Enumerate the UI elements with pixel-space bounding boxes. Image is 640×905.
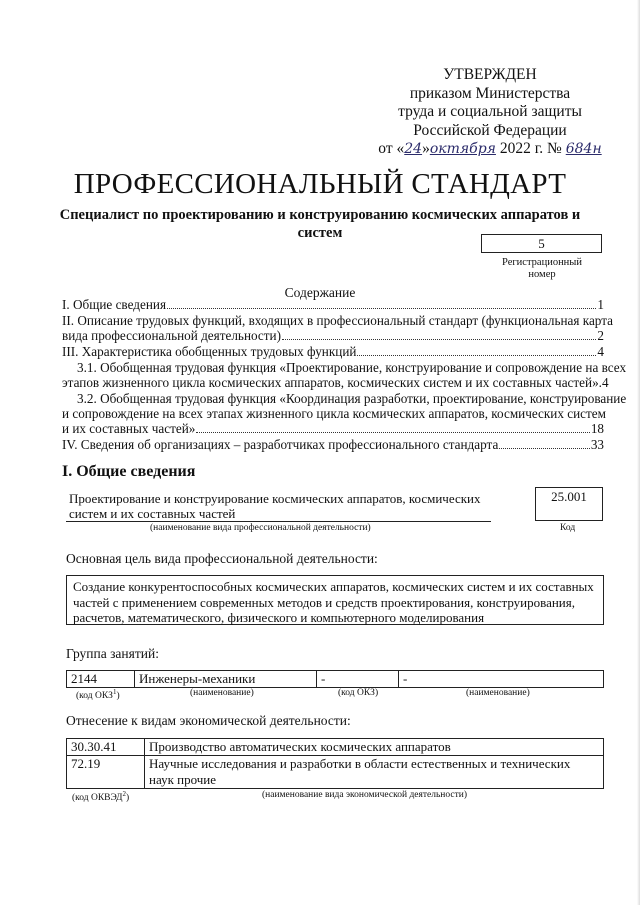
toc-page: 4 bbox=[597, 344, 604, 359]
approval-block bbox=[360, 66, 620, 159]
goal-box: Создание конкурентоспособных космических аппаратов, космических систем и их составных частей с применением современных методов и средств проектирования, конструирования, расчетов, математического, физического и компьютерного моделирования bbox=[66, 575, 604, 625]
registration-number-box: 5 bbox=[481, 234, 602, 253]
occupation-caption-name-2: (наименование) bbox=[466, 688, 530, 698]
table-row bbox=[67, 756, 603, 788]
toc-text: II. Описание трудовых функций, входящих в профессиональный стандарт (функциональная карта bbox=[62, 313, 613, 328]
activity-kind-underline bbox=[66, 521, 491, 522]
toc-entry-3-2[interactable] bbox=[62, 391, 627, 436]
toc-entry-3-1[interactable] bbox=[62, 360, 627, 390]
occupation-caption-code-2: (код ОКЗ) bbox=[338, 688, 379, 698]
date-mid: » bbox=[422, 140, 430, 157]
toc-text: этапов жизненного цикла космических аппаратов, космических систем и их составных частей».4 bbox=[62, 375, 609, 390]
economic-caption-name: (наименование вида экономической деятельности) bbox=[262, 790, 467, 800]
order-number: 684н bbox=[565, 141, 602, 157]
toc-text: 3.2. Обобщенная трудовая функция «Координация разработки, проектирование, конструирование bbox=[77, 391, 627, 406]
toc-text: и их составных частей» bbox=[62, 421, 196, 436]
toc-text: 3.1. Обобщенная трудовая функция «Проектирование, конструирование и сопровождение на всех bbox=[77, 360, 627, 375]
activity-code-box: 25.001 bbox=[535, 487, 603, 521]
table-row bbox=[67, 739, 603, 756]
occupation-code-1: 2144 bbox=[67, 671, 135, 687]
economic-code: 30.30.41 bbox=[67, 739, 145, 755]
toc-page: 18 bbox=[590, 421, 604, 436]
activity-kind: Проектирование и конструирование космических аппаратов, космических систем и их составных частей bbox=[69, 491, 481, 521]
toc-text: IV. Сведения об организациях – разработчиках профессионального стандарта bbox=[62, 437, 499, 452]
occupation-caption-name: (наименование) bbox=[190, 688, 254, 698]
occupation-table bbox=[66, 670, 604, 688]
occupation-caption-code: (код ОКЗ$^1$) bbox=[76, 688, 120, 702]
date-prefix: от « bbox=[378, 140, 405, 157]
toc-page: 33 bbox=[590, 437, 604, 452]
approval-line: Российской Федерации bbox=[413, 121, 567, 139]
toc-entry-iii[interactable] bbox=[62, 344, 604, 359]
occupation-code-2: - bbox=[317, 671, 399, 687]
date-month: октября bbox=[429, 141, 496, 157]
economic-code: 72.19 bbox=[67, 756, 145, 788]
toc-heading: Содержание bbox=[284, 285, 356, 300]
occupation-name-1: Инженеры-механики bbox=[135, 671, 317, 687]
toc-entry-ii[interactable] bbox=[62, 313, 613, 343]
approval-date bbox=[360, 140, 620, 159]
occupation-label: Группа занятий: bbox=[66, 646, 159, 661]
toc-page: 2 bbox=[597, 328, 604, 343]
economic-caption-code: (код ОКВЭД$^2$) bbox=[72, 790, 130, 804]
toc-text: III. Характеристика обобщенных трудовых функций bbox=[62, 344, 357, 359]
toc-text: и сопровождение на всех этапах жизненного цикла космических аппаратов, космических систем bbox=[62, 406, 606, 421]
economic-name: Научные исследования и разработки в области естественных и технических наук прочие bbox=[149, 756, 571, 787]
date-day: 24 bbox=[404, 141, 423, 157]
economic-label: Отнесение к видам экономической деятельности: bbox=[66, 713, 351, 728]
economic-table bbox=[66, 738, 604, 789]
goal-label: Основная цель вида профессиональной деятельности: bbox=[66, 551, 378, 566]
toc-text: I. Общие сведения bbox=[62, 297, 167, 312]
activity-code-caption: Код bbox=[560, 523, 576, 533]
document-title: ПРОФЕССИОНАЛЬНЫЙ СТАНДАРТ bbox=[73, 168, 567, 200]
toc-entry-i[interactable] bbox=[62, 297, 604, 312]
approval-line: труда и социальной защиты bbox=[398, 103, 582, 120]
approval-heading: УТВЕРЖДЕН bbox=[443, 66, 537, 83]
toc-page: 1 bbox=[597, 297, 604, 312]
occupation-name-2: - bbox=[403, 671, 408, 686]
economic-name: Производство автоматических космических аппаратов bbox=[149, 739, 451, 754]
activity-kind-caption: (наименование вида профессиональной деятельности) bbox=[150, 523, 371, 533]
date-year: 2022 г. № bbox=[495, 140, 566, 157]
approval-line: приказом Министерства bbox=[409, 84, 571, 102]
toc-text: вида профессиональной деятельности) bbox=[62, 328, 281, 343]
registration-label: Регистрационный номер bbox=[502, 257, 582, 280]
toc-entry-iv[interactable] bbox=[62, 437, 604, 452]
document-subtitle: Специалист по проектированию и конструированию космических аппаратов и систем bbox=[59, 207, 581, 241]
section-heading: I. Общие сведения bbox=[62, 463, 196, 480]
